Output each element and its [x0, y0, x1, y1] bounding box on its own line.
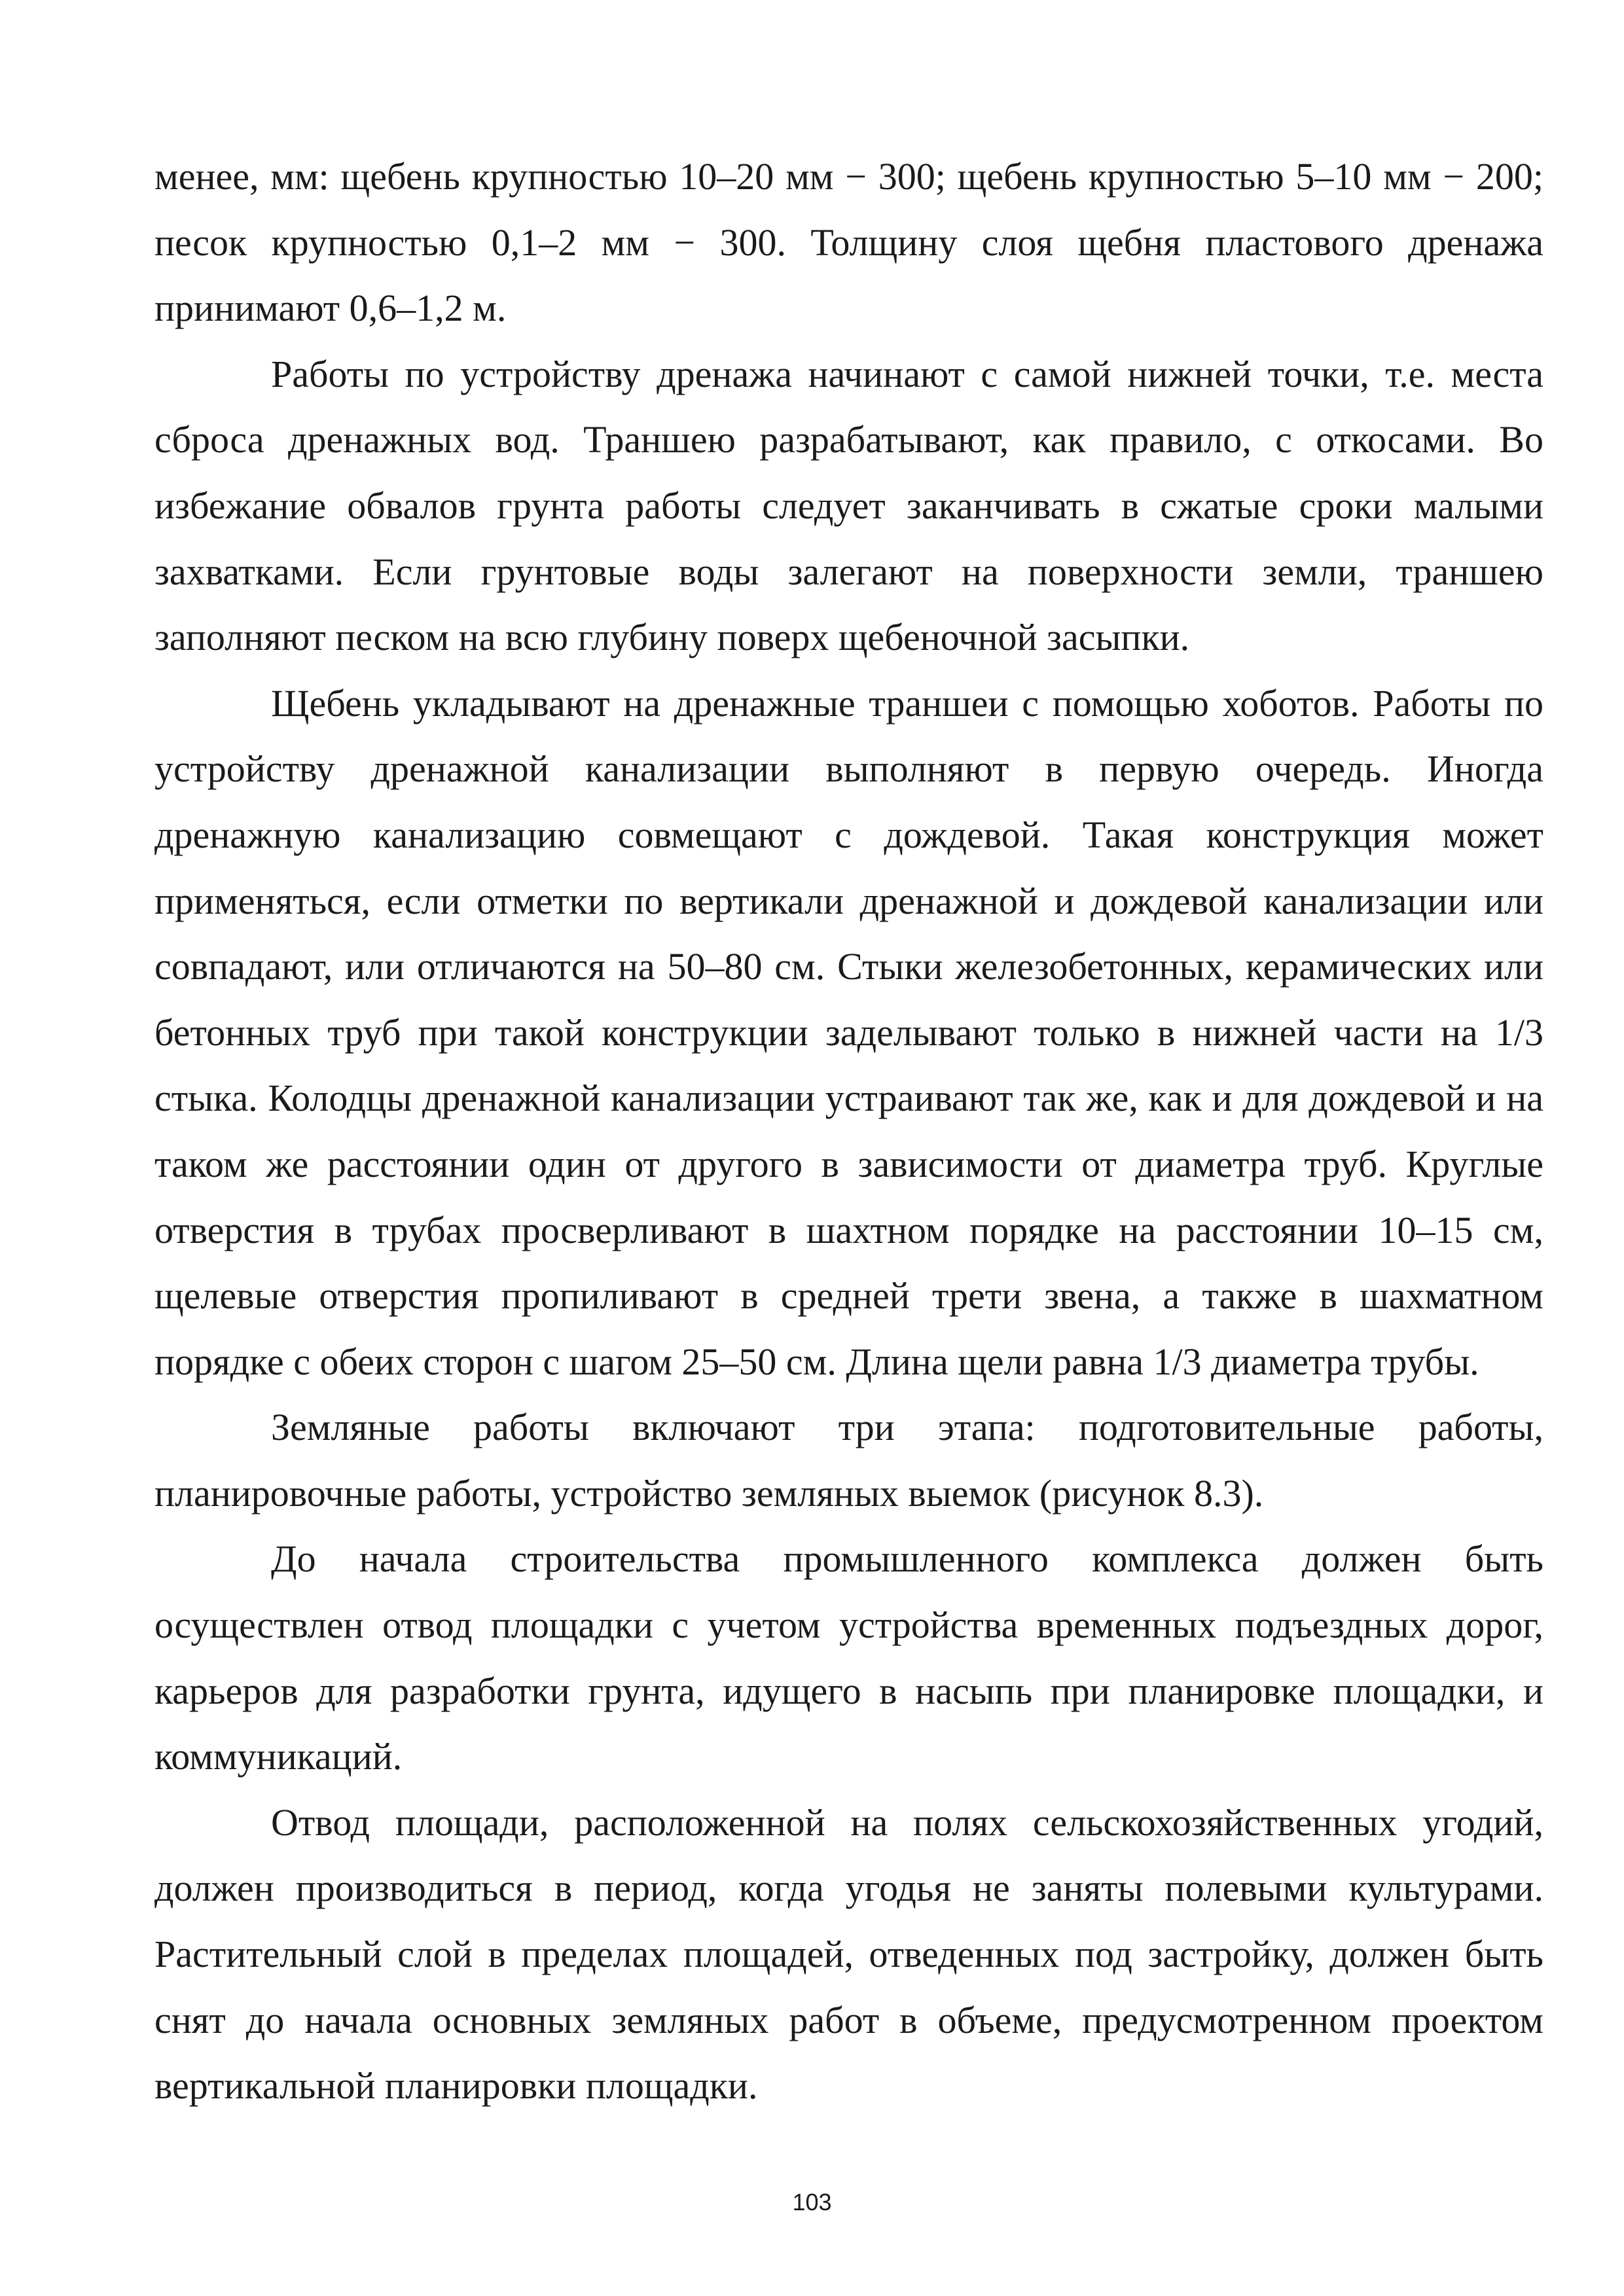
paragraph-earthworks: Земляные работы включают три этапа: подготовительные работы, планировочные работы, устройство земляных выемок (рисунок 8.3).	[154, 1406, 1543, 1515]
paragraph-continuation: менее, мм: щебень крупностью 10–20 мм − 300; щебень крупностью 5–10 мм − 200; песок крупностью 0,1–2 мм − 300. Толщину слоя щебня пластового дренажа принимают 0,6–1,2 м.	[154, 155, 1543, 330]
body-text	[154, 144, 1543, 2119]
paragraph-drainage-works: Работы по устройству дренажа начинают с самой нижней точки, т.е. места сброса дренажных вод. Траншею разрабатывают, как правило, с откосами. Во избежание обвалов грунта работы следует заканчивать в сжатые сроки малыми захватками. Если грунтовые воды залегают на поверхности земли, траншею заполняют песком на всю глубину поверх щебеночной засыпки.	[154, 352, 1543, 659]
page-number: 103	[792, 2189, 832, 2215]
paragraph-crushed-stone: Щебень укладывают на дренажные траншеи с помощью хоботов. Работы по устройству дренажной канализации выполняют в первую очередь. Иногда дренажную канализацию совмещают с дождевой. Такая конструкция может применяться, если отметки по вертикали дренажной и дождевой канализации или совпадают, или отличаются на 50–80 см. Стыки железобетонных, керамических или бетонных труб при такой конструкции заделывают только в нижней части на 1/3 стыка. Колодцы дренажной канализации устраивают так же, как и для дождевой и на таком же расстоянии один от другого в зависимости от диаметра труб. Круглые отверстия в трубах просверливают в шахтном порядке на расстоянии 10–15 см, щелевые отверстия пропиливают в средней трети звена, а также в шахматном порядке с обеих сторон с шагом 25–50 см. Длина щели равна 1/3 диаметра трубы.	[154, 681, 1543, 1383]
paragraph-land-allotment: Отвод площади, расположенной на полях сельскохозяйственных угодий, должен производиться в период, когда угодья не заняты полевыми культурами. Растительный слой в пределах площадей, отведенных под застройку, должен быть снят до начала основных земляных работ в объеме, предусмотренном проектом вертикальной планировки площадки.	[154, 1801, 1543, 2108]
paragraph-site-allotment: До начала строительства промышленного комплекса должен быть осуществлен отвод площадки с учетом устройства временных подъездных дорог, карьеров для разработки грунта, идущего в насыпь при планировке площадки, и коммуникаций.	[154, 1537, 1543, 1778]
